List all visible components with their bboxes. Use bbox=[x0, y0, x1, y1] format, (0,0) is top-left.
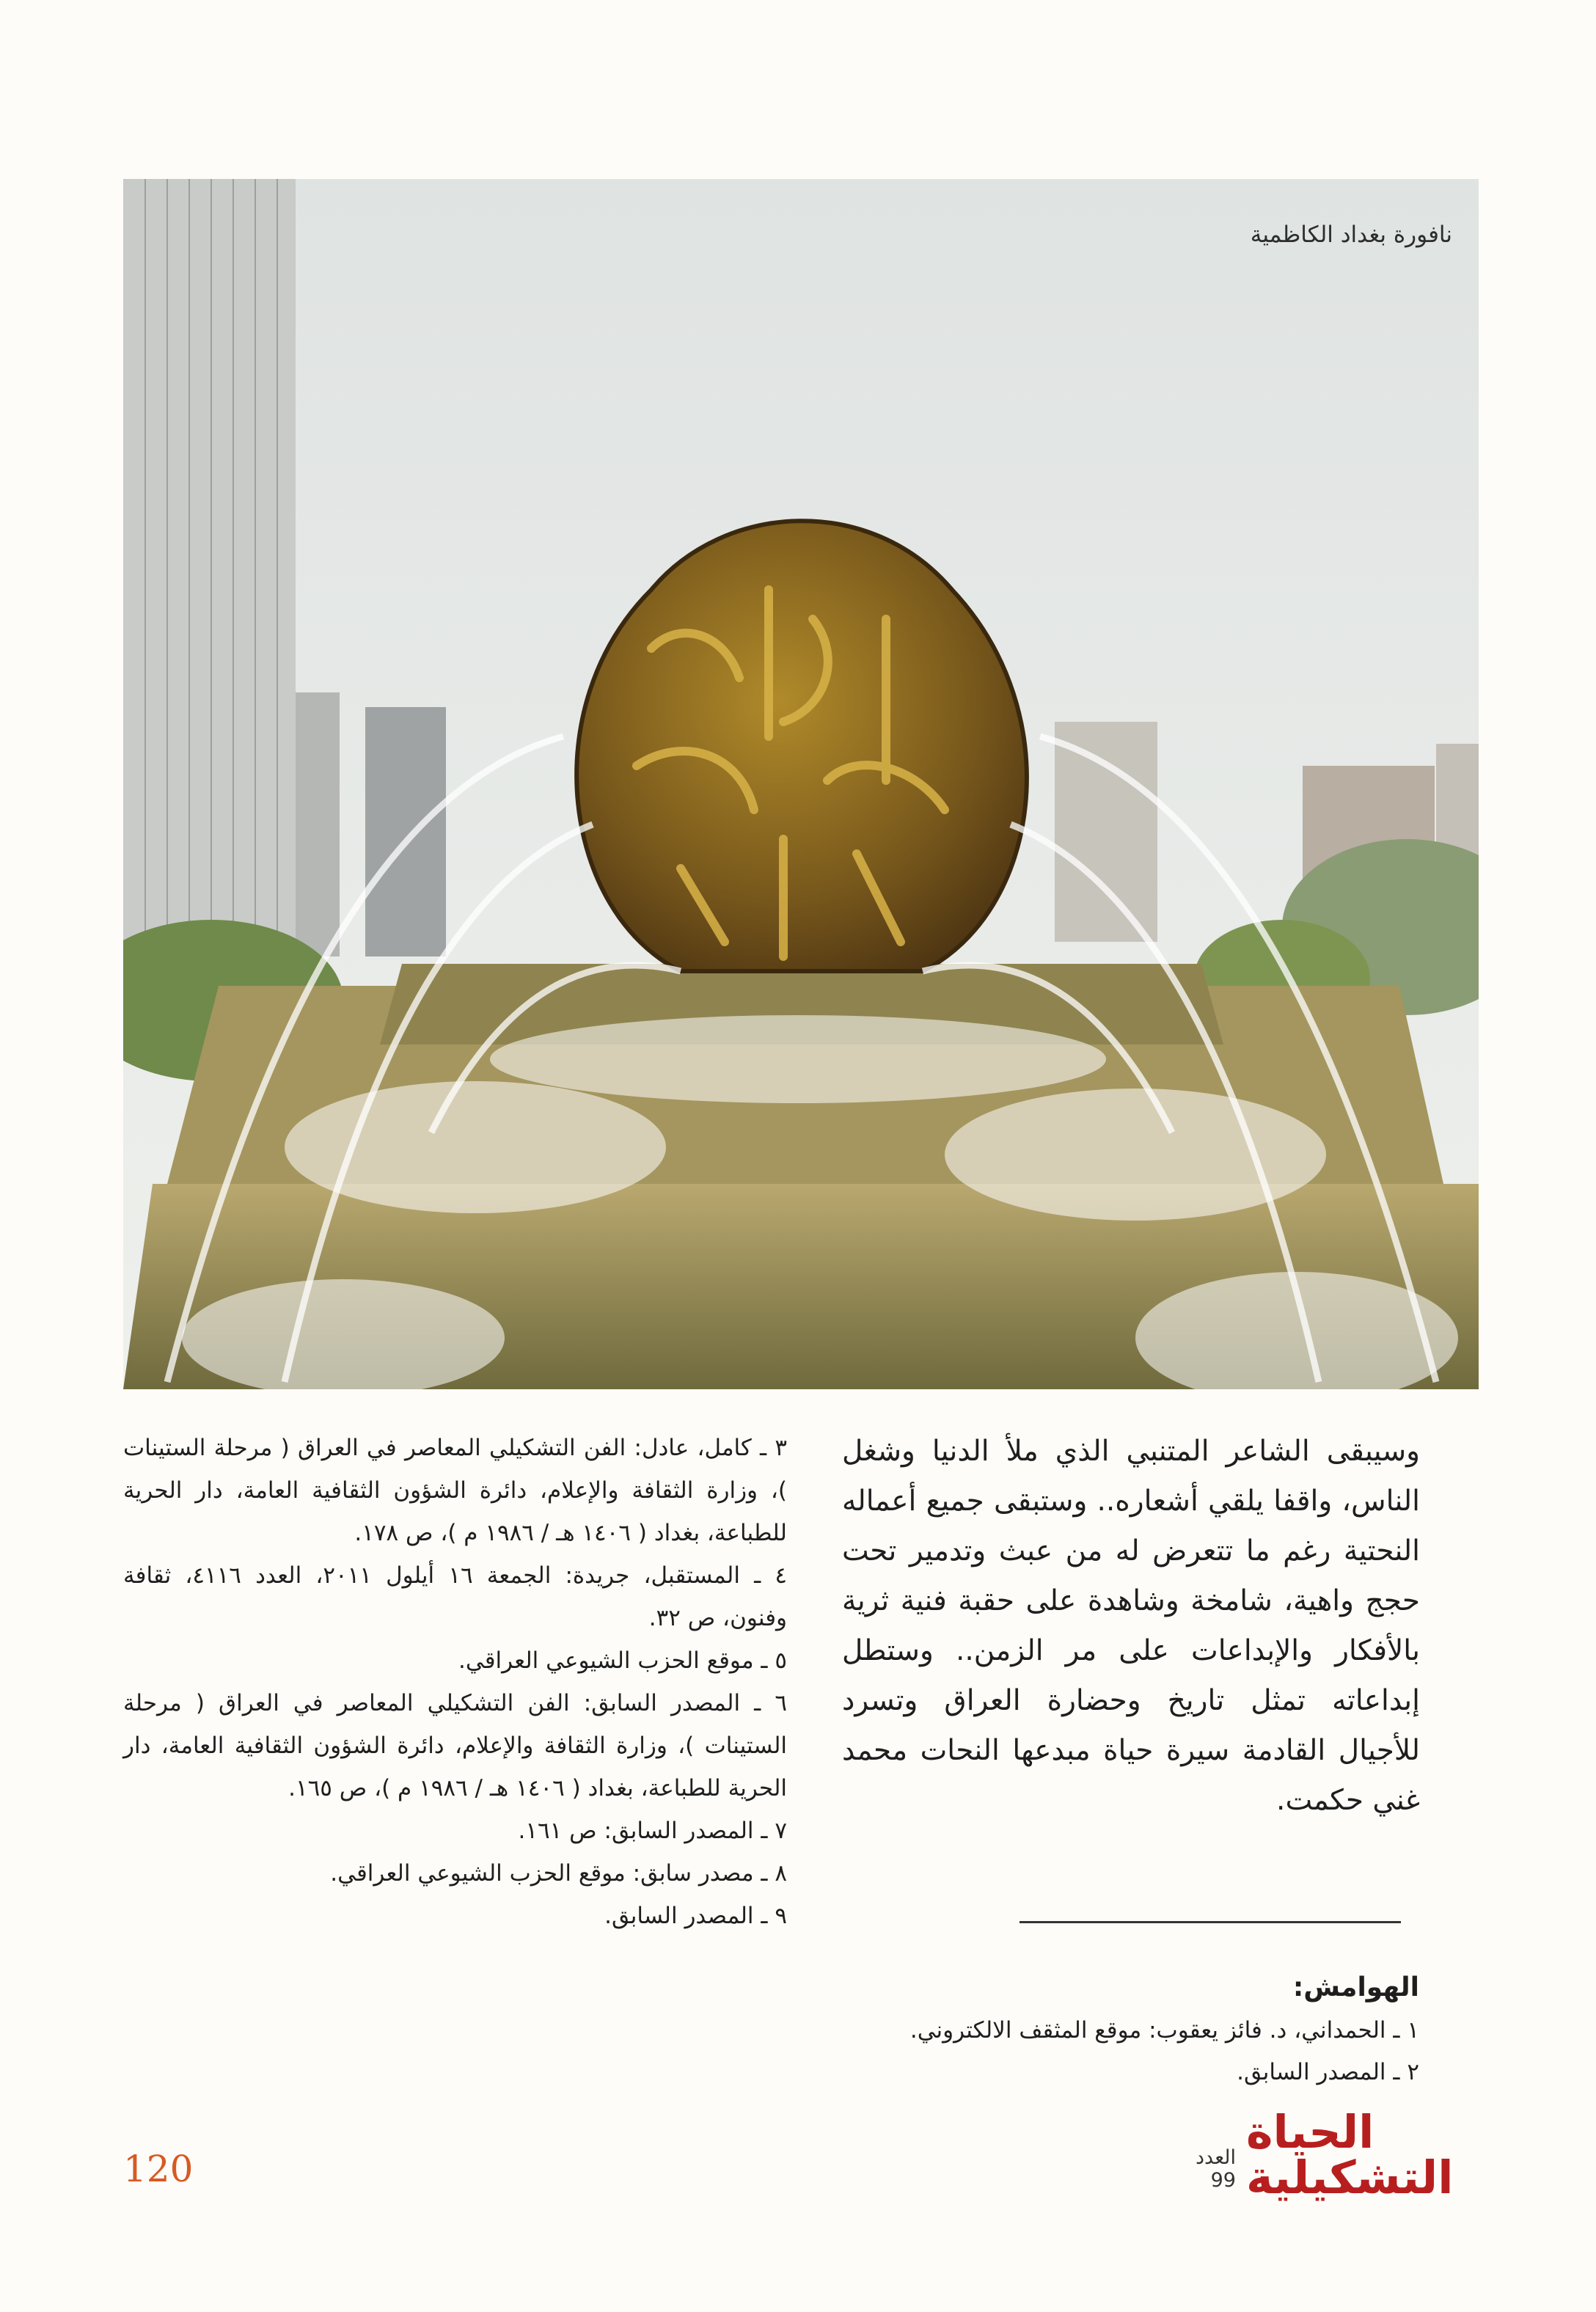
footnote-4: ٤ ـ المستقبل، جريدة: الجمعة ١٦ أيلول ٢٠١١، العدد ٤١١٦، ثقافة وفنون، ص ٣٢. bbox=[123, 1562, 788, 1631]
margins-title: الهوامش: bbox=[1292, 1972, 1419, 2002]
fountain-image bbox=[123, 179, 1479, 1389]
page-number: 120 bbox=[123, 2148, 194, 2190]
main-text-column bbox=[842, 1427, 1420, 1826]
footnote-9: ٩ ـ المصدر السابق. bbox=[604, 1903, 787, 1929]
issue-number: العدد 99 bbox=[1196, 2146, 1236, 2192]
photo-caption: نافورة بغداد الكاظمية bbox=[1250, 222, 1452, 248]
main-paragraph: وسيبقى الشاعر المتنبي الذي ملأ الدنيا وشغل الناس، واقفا يلقي أشعاره.. وستبقى جميع أعماله النحتية رغم ما تتعرض له من عبث وتدمير تحت حجج واهية، شامخة وشاهدة على حقبة فنية ثرية بالأفكار والإبداعات على مر الزمن.. وستطل إبداعاته تمثل تاريخ وحضارة العراق وتسرد للأجيال القادمة سيرة حياة مبدعها النحات محمد غني حكمت. bbox=[842, 1435, 1420, 1817]
separator-rule bbox=[1020, 1921, 1401, 1923]
footnote-5: ٥ ـ موقع الحزب الشيوعي العراقي. bbox=[458, 1647, 787, 1674]
fountain-photo bbox=[123, 179, 1479, 1389]
footnote-2: ٢ ـ المصدر السابق. bbox=[1237, 2059, 1419, 2085]
footnote-1: ١ ـ الحمداني، د. فائز يعقوب: موقع المثقف الالكتروني. bbox=[909, 2017, 1419, 2044]
footnote-7: ٧ ـ المصدر السابق: ص ١٦١. bbox=[518, 1818, 787, 1844]
margins-section bbox=[770, 1966, 1419, 2093]
footer-branding bbox=[1196, 2105, 1454, 2204]
footnote-8: ٨ ـ مصدر سابق: موقع الحزب الشيوعي العراقي. bbox=[330, 1860, 787, 1887]
notes-column bbox=[123, 1427, 787, 1937]
magazine-logo: الحياة التشكيلية bbox=[1245, 2105, 1454, 2204]
footnote-6: ٦ ـ المصدر السابق: الفن التشكيلي المعاصر في العراق ( مرحلة الستينات )، وزارة الثقافة والإعلام، دائرة الشؤون الثقافية العامة، دار الحرية للطباعة، بغداد ( ١٤٠٦ هـ / ١٩٨٦ م )، ص ١٦٥. bbox=[123, 1690, 787, 1801]
footnote-3: ٣ ـ كامل، عادل: الفن التشكيلي المعاصر في العراق ( مرحلة الستينات )، وزارة الثقافة والإعلام، دائرة الشؤون الثقافية العامة، دار الحرية للطباعة، بغداد ( ١٤٠٦ هـ / ١٩٨٦ م )، ص ١٧٨. bbox=[123, 1435, 787, 1546]
